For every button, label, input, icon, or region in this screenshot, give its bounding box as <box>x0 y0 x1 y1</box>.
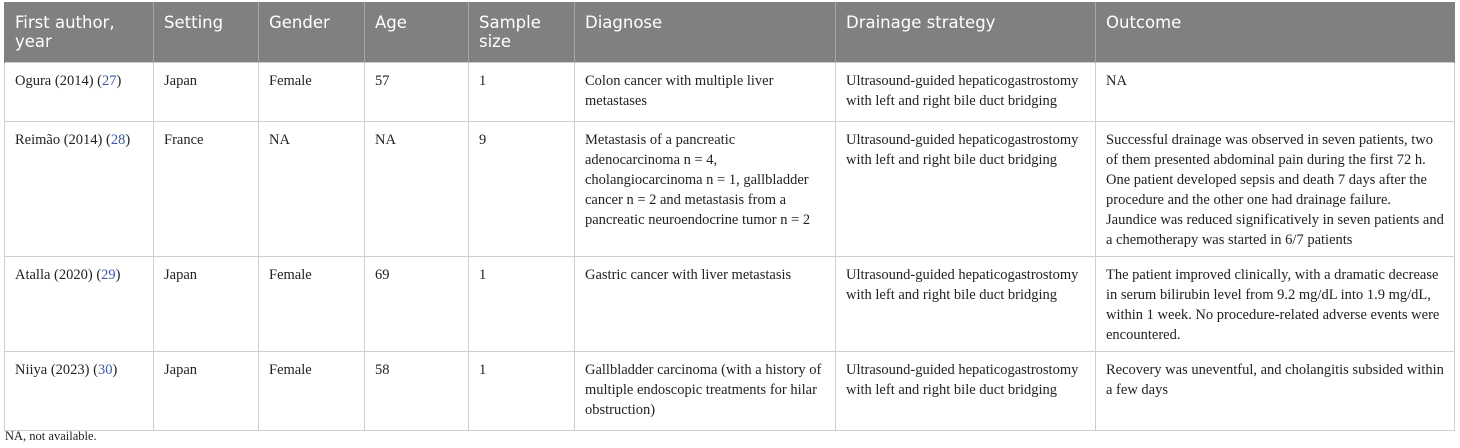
author-text: Ogura (2014) ( <box>15 73 102 89</box>
cell-setting: Japan <box>154 352 259 431</box>
cell-age: 69 <box>365 257 469 352</box>
author-text: Atalla (2020) ( <box>15 267 102 283</box>
author-close: ) <box>115 267 121 283</box>
cell-age: 57 <box>365 63 469 122</box>
author-text: Reimão (2014) ( <box>15 132 111 148</box>
cell-sample-size: 9 <box>469 122 575 257</box>
table-row <box>5 63 1455 122</box>
author-close: ) <box>116 73 122 89</box>
cell-gender: Female <box>259 352 365 431</box>
table-header-row <box>5 2 1455 63</box>
column-header-sample-size: Sample size <box>469 2 575 63</box>
author-close: ) <box>125 132 131 148</box>
cell-diagnose: Metastasis of a pancreatic adenocarcinoma n = 4, cholangiocarcinoma n = 1, gallbladder cancer n = 2 and metastasis from a pancreatic neuroendocrine tumor n = 2 <box>575 122 836 257</box>
cell-sample-size: 1 <box>469 352 575 431</box>
data-table-container <box>4 2 1454 431</box>
cell-age: 58 <box>365 352 469 431</box>
cell-gender: NA <box>259 122 365 257</box>
table-row <box>5 257 1455 352</box>
reference-link[interactable]: 27 <box>101 73 117 89</box>
cell-diagnose: Colon cancer with multiple liver metastases <box>575 63 836 122</box>
cell-drainage-strategy: Ultrasound-guided hepaticogastrostomy with left and right bile duct bridging <box>836 257 1096 352</box>
table-footnote: NA, not available. <box>5 429 97 443</box>
cell-author <box>5 257 154 352</box>
author-text: Niiya (2023) ( <box>15 362 98 378</box>
cell-setting: Japan <box>154 63 259 122</box>
reference-link[interactable]: 28 <box>110 132 126 148</box>
cell-diagnose: Gastric cancer with liver metastasis <box>575 257 836 352</box>
cell-outcome: Recovery was uneventful, and cholangitis subsided within a few days <box>1096 352 1455 431</box>
cell-outcome: The patient improved clinically, with a dramatic decrease in serum bilirubin level from 9.2 mg/dL into 1.9 mg/dL, within 1 week. No procedure-related adverse events were encountered. <box>1096 257 1455 352</box>
reference-link[interactable]: 30 <box>97 362 113 378</box>
cell-drainage-strategy: Ultrasound-guided hepaticogastrostomy with left and right bile duct bridging <box>836 122 1096 257</box>
cell-author <box>5 352 154 431</box>
cell-drainage-strategy: Ultrasound-guided hepaticogastrostomy with left and right bile duct bridging <box>836 63 1096 122</box>
cell-age: NA <box>365 122 469 257</box>
column-header-drainage-strategy: Drainage strategy <box>836 2 1096 63</box>
column-header-author: First author, year <box>5 2 154 63</box>
cell-author <box>5 63 154 122</box>
cell-gender: Female <box>259 63 365 122</box>
cell-diagnose: Gallbladder carcinoma (with a history of multiple endoscopic treatments for hilar obstruction) <box>575 352 836 431</box>
cell-author <box>5 122 154 257</box>
column-header-outcome: Outcome <box>1096 2 1455 63</box>
column-header-setting: Setting <box>154 2 259 63</box>
cell-drainage-strategy: Ultrasound-guided hepaticogastrostomy with left and right bile duct bridging <box>836 352 1096 431</box>
column-header-diagnose: Diagnose <box>575 2 836 63</box>
column-header-age: Age <box>365 2 469 63</box>
cell-outcome: Successful drainage was observed in seven patients, two of them presented abdominal pain during the first 72 h. One patient developed sepsis and death 7 days after the procedure and the other one had drainage failure. Jaundice was reduced significatively in seven patients and a chemotherapy was started in 6/7 patients <box>1096 122 1455 257</box>
reference-link[interactable]: 29 <box>101 267 116 283</box>
cell-setting: Japan <box>154 257 259 352</box>
author-close: ) <box>112 362 118 378</box>
cell-outcome: NA <box>1096 63 1455 122</box>
cell-gender: Female <box>259 257 365 352</box>
column-header-gender: Gender <box>259 2 365 63</box>
cell-sample-size: 1 <box>469 63 575 122</box>
table-row <box>5 122 1455 257</box>
cell-sample-size: 1 <box>469 257 575 352</box>
table-row <box>5 352 1455 431</box>
cell-setting: France <box>154 122 259 257</box>
case-reports-table <box>4 2 1455 431</box>
